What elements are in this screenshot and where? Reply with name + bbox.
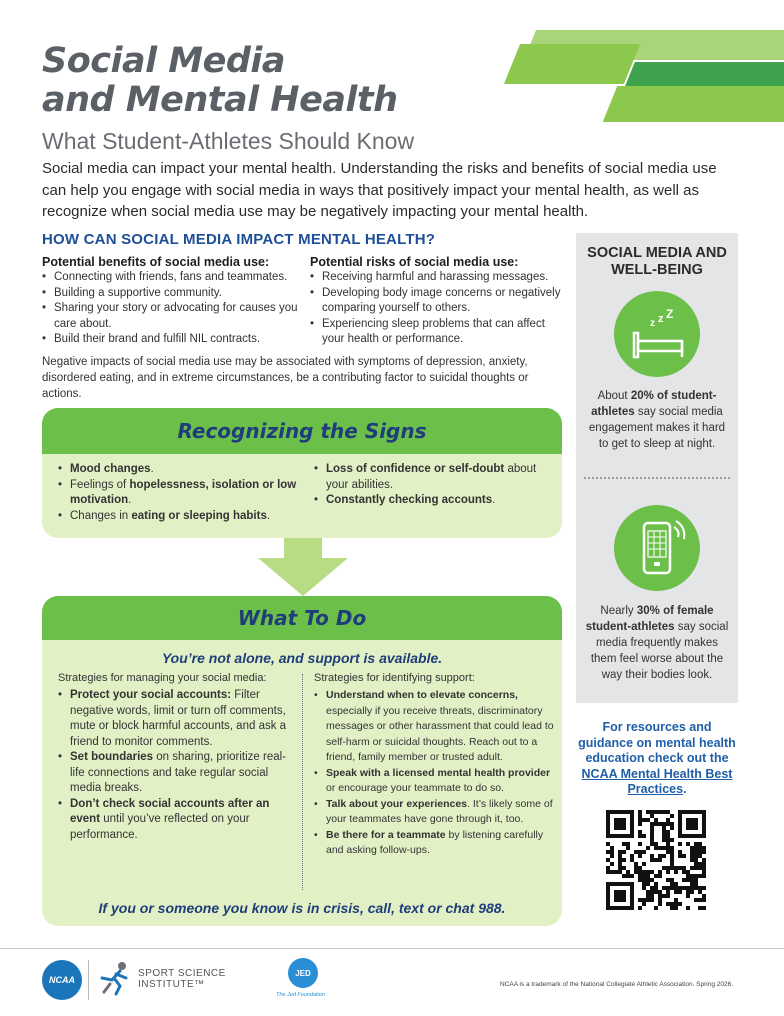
list-item: • Be there for a teammate by listening carefully and asking follow-ups. xyxy=(314,828,554,859)
qr-code[interactable] xyxy=(606,810,706,910)
risks-title: Potential risks of social media use: xyxy=(310,255,519,269)
list-item: • Understand when to elevate concerns, especially if you receive threats, discriminatory messages or other harassment that could lead to self-harm or suicidal thoughts. Reach out to a friend, family member or trusted adult. xyxy=(314,688,554,766)
negative-impacts-text: Negative impacts of social media use may be associated with symptoms of depression, anxiety, disordered eating, and in extreme circumstances, be a contributing factor to suicidal thoughts or actions. xyxy=(42,356,529,400)
list-item: • Build their brand and fulfill NIL contracts. xyxy=(42,332,304,348)
intro-paragraph: Social media can impact your mental health. Understanding the risks and benefits of social media use can help you engage with social media in ways that positively impact your mental health, as well as recognize when social media use may be negatively impacting your mental health. xyxy=(42,160,717,220)
signs-box xyxy=(42,408,562,538)
svg-text:z: z xyxy=(658,313,664,325)
header-stripe-4 xyxy=(603,86,784,122)
list-item: • Sharing your story or advocating for causes you care about. xyxy=(42,301,304,332)
dotted-divider xyxy=(584,477,730,479)
list-item: • Set boundaries on sharing, prioritize real-life connections and take regular social media breaks. xyxy=(58,750,288,797)
list-item: • Feelings of hopelessness, isolation or low motivation. xyxy=(58,478,306,509)
header-stripe-3 xyxy=(625,62,784,86)
list-item: • Don’t check social accounts after an event until you’ve reflected on your performance. xyxy=(58,797,288,844)
footer-divider xyxy=(0,948,784,949)
column-divider xyxy=(302,674,303,890)
list-item: • Talk about your experiences. It’s likely some of your teammates have gone through it, too. xyxy=(314,797,554,828)
stat-sleep: About 20% of student-athletes say social media engagement makes it hard to get to sleep at night. xyxy=(588,390,726,450)
managing-list xyxy=(58,688,288,843)
ncaa-logo: NCAA xyxy=(42,960,82,1000)
list-item: • Constantly checking accounts. xyxy=(314,493,550,509)
list-item: • Changes in eating or sleeping habits. xyxy=(58,509,306,525)
legal-notice: NCAA is a trademark of the National Collegiate Athletic Association. Spring 2026. xyxy=(500,981,734,988)
risks-list xyxy=(310,270,562,348)
support-title: Strategies for identifying support: xyxy=(314,672,475,684)
list-item: • Connecting with friends, fans and teammates. xyxy=(42,270,304,286)
jed-foundation-label: The Jed Foundation xyxy=(276,992,325,998)
signs-list-left xyxy=(58,462,306,524)
svg-text:z: z xyxy=(650,318,655,329)
list-item: • Speak with a licensed mental health provider or encourage your teammate to do so. xyxy=(314,766,554,797)
wellbeing-sidebar xyxy=(576,233,738,703)
list-item: • Experiencing sleep problems that can affect your health or performance. xyxy=(310,317,562,348)
what-to-do-box xyxy=(42,596,562,926)
list-item: • Loss of confidence or self-doubt about your abilities. xyxy=(314,462,550,493)
list-item: • Protect your social accounts: Filter negative words, limit or turn off comments, mute or block harmful accounts, and ask a friend to monitor comments. xyxy=(58,688,288,750)
signs-title: Recognizing the Signs xyxy=(42,408,562,454)
crisis-line: If you or someone you know is in crisis, call, text or chat 988. xyxy=(98,900,506,916)
support-list xyxy=(314,688,554,859)
smartphone-icon xyxy=(614,505,700,591)
jed-logo: JED xyxy=(288,958,318,988)
resources-callout: For resources and guidance on mental health education check out the NCAA Mental Health Best Practices. xyxy=(578,720,736,796)
support-tagline: You’re not alone, and support is available. xyxy=(161,650,443,666)
list-item: • Developing body image concerns or negatively comparing yourself to others. xyxy=(310,286,562,317)
down-arrow-icon xyxy=(258,538,348,596)
impact-heading: HOW CAN SOCIAL MEDIA IMPACT MENTAL HEALTH? xyxy=(42,231,436,248)
runner-icon xyxy=(96,960,136,996)
sidebar-title: SOCIAL MEDIA AND WELL-BEING xyxy=(587,245,727,278)
list-item: • Receiving harmful and harassing messages. xyxy=(310,270,562,286)
page-title: Social Media and Mental Health xyxy=(42,41,398,120)
svg-text:Z: Z xyxy=(666,307,674,321)
header-stripe-2 xyxy=(504,44,640,84)
benefits-title: Potential benefits of social media use: xyxy=(42,255,270,269)
what-to-do-title: What To Do xyxy=(42,596,562,640)
list-item: • Mood changes. xyxy=(58,462,306,478)
benefits-list xyxy=(42,270,304,348)
logo-separator xyxy=(88,960,89,1000)
signs-list-right xyxy=(314,462,550,509)
stat-body-image: Nearly 30% of female student-athletes say social media frequently makes them feel worse about the way their bodies look. xyxy=(585,605,729,681)
sport-science-institute-logo: SPORT SCIENCE INSTITUTE™ xyxy=(138,968,226,990)
page-subtitle: What Student-Athletes Should Know xyxy=(42,128,415,154)
list-item: • Building a supportive community. xyxy=(42,286,304,302)
managing-title: Strategies for managing your social media: xyxy=(58,672,267,684)
bed-sleep-icon xyxy=(614,291,700,377)
ncaa-best-practices-link[interactable]: NCAA Mental Health Best Practices xyxy=(581,766,733,796)
